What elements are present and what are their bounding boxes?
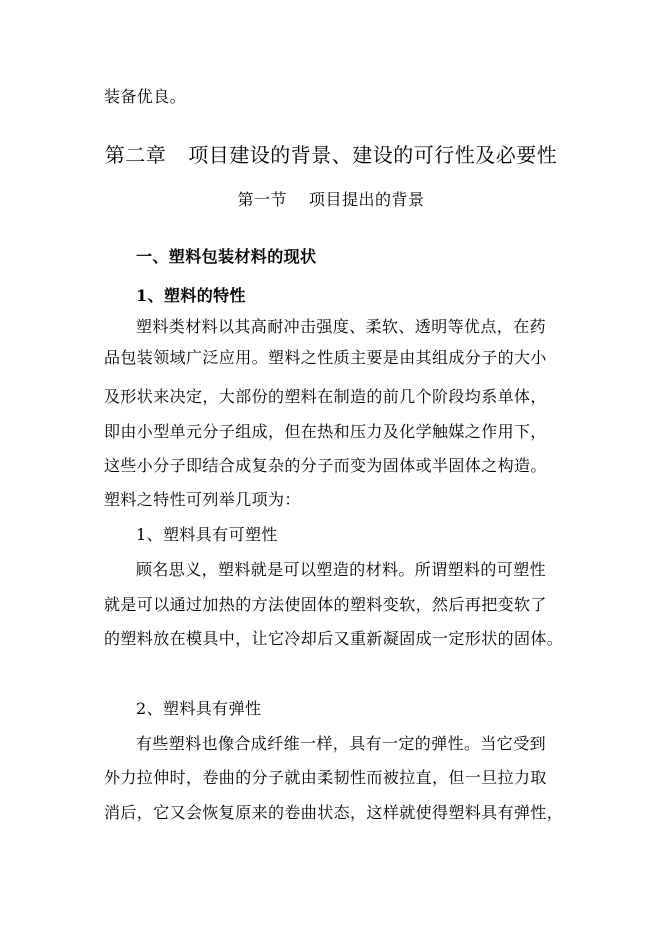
- paragraph-line: 品包装领域广泛应用。塑料之性质主要是由其组成分子的大小: [104, 348, 547, 367]
- paragraph-line: 即由小型单元分子组成，但在热和压力及化学触媒之作用下，: [104, 422, 547, 441]
- paragraph-line: 的塑料放在模具中，让它冷却后又重新凝固成一定形状的固体。: [104, 629, 564, 648]
- paragraph-line: 这些小分子即结合成复杂的分子而变为固体或半固体之构造。: [104, 456, 547, 475]
- paragraph-line: 有些塑料也像合成纤维一样，具有一定的弹性。当它受到: [136, 734, 547, 753]
- heading-level1: 一、塑料包装材料的现状: [136, 247, 317, 266]
- paragraph-line: 顾名思义，塑料就是可以塑造的材料。所谓塑料的可塑性: [136, 560, 547, 579]
- paragraph-line: 就是可以通过加热的方法使固体的塑料变软，然后再把变软了: [104, 595, 547, 614]
- item-elasticity: 2、塑料具有弹性: [136, 699, 262, 718]
- paragraph-line: 及形状来决定，大部份的塑料在制造的前几个阶段均系单体，: [104, 387, 547, 406]
- heading-level2: 1、塑料的特性: [136, 286, 246, 305]
- section-number: 第一节: [237, 190, 287, 209]
- intro-tail-text: 装备优良。: [104, 87, 187, 106]
- section-heading: [0, 189, 662, 211]
- chapter-number: 第二章: [104, 143, 167, 167]
- paragraph-line: 消后，它又会恢复原来的卷曲状态，这样就使得塑料具有弹性，: [104, 803, 564, 822]
- paragraph-line: 外力拉伸时，卷曲的分子就由柔韧性而被拉直，但一旦拉力取: [104, 768, 547, 787]
- paragraph-line: 塑料之特性可列举几项为：: [104, 490, 301, 509]
- chapter-heading: [0, 141, 662, 169]
- chapter-title: 项目建设的背景、建设的可行性及必要性: [188, 143, 558, 167]
- paragraph-line: 塑料类材料以其高耐冲击强度、柔软、透明等优点，在药: [136, 317, 547, 336]
- section-title: 项目提出的背景: [309, 190, 425, 209]
- item-plasticity: 1、塑料具有可塑性: [136, 525, 278, 544]
